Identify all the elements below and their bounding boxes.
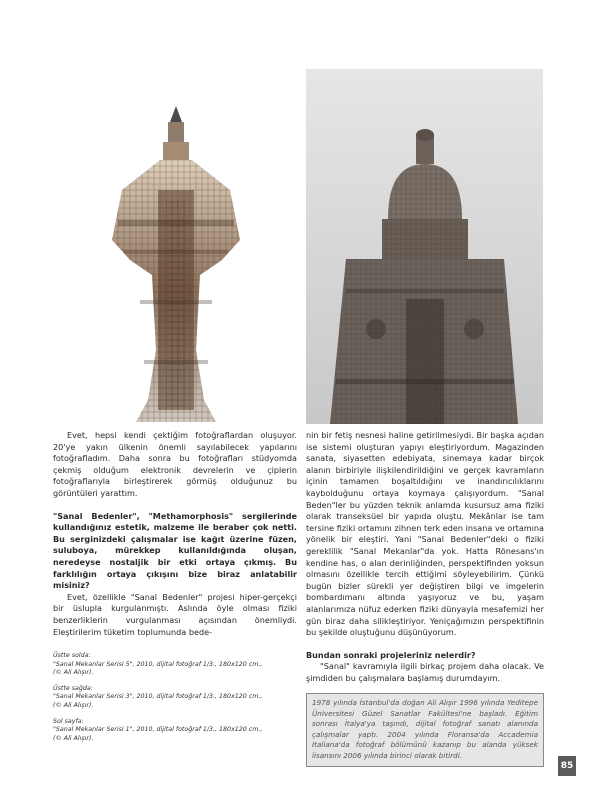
- caption-label: Üstte sağda:: [53, 684, 93, 692]
- caption-label: Üstte solda:: [53, 652, 91, 660]
- answer-paragraph-continued: nin bir fetiş nesnesi haline getirilmesiydi. Bir başka açıdan ise sistemi oluşturan yapıyı eleştiriyordum. Magazinden sanata, siyasetten edebiyata, sinemaya kadar birçok alanın birbiriyle ilişkilendirildiğini ve gerçek kavramların içinin tamamen boşaltıldığını ve inandırıcılıklarını kaybolduğunu ortaya koymaya çalışıyordum. "Sanal Beden"ler bu yüzden teknik anlamda kusursuz ama fiziki olarak transeksüel bir yapıda oluştu. Mekânlar ise tam tersine fiziki ortamını zihnen terk eden insana ve ortamına yönelik bir eleştiri. Yani "Sanal Bedenler"deki o fiziki gereklilik "Sanal Mekanlar"da yok. Hatta Rönesans'ın kendine has, o alan derinliğinden, perspektifinden yoksun olmasını özellikle tercih ettiğimi söyleyebilirim. Çünkü bugün bizler sürekli yer değiştiren bilgi ve imgelerin bombardımanı altında yaşıyoruz ve bu, yaşam alanlarımıza nüfuz ederken fiziki dünyayla mesafemizi her gün biraz daha silikleştiriyor. Yeniçağımızın perspektifinin bu şekilde oluştuğunu düşünüyorum.: [306, 430, 544, 638]
- artist-bio-box: 1978 yılında İstanbul'da doğan Ali Alışır 1996 yılında Yeditepe Üniversitesi Güzel Sanatlar Fakültesi'ne başladı. Eğitim sonrası İtalya'ya taşındı, dijital fotoğraf sanatı alanında çalışmalar yaptı. 2004 yılında Floransa'da Accademia Italiana'da fotoğraf bölümünü kazanıp bu alanda yüksek lisansını 2006 yılında birinci olarak bitirdi.: [306, 693, 544, 766]
- answer-paragraph-1: Evet, hepsi kendi çektiğim fotoğraflardan oluşuyor. 20'ye yakın ülkenin önemli sayılabilecek yapılarını fotoğrafladım. Daha sonra bu fotoğrafları stüdyomda çekmiş olduğum elektronik devrelerin ve çiplerin fotoğraflarıyla birleştirerek görmüş olduğunuz bu görüntüleri yarattım.: [53, 430, 297, 498]
- caption-credit: (© Ali Alışır).: [53, 734, 94, 742]
- caption-top-right: [53, 685, 297, 711]
- interview-question-2: Bundan sonraki projeleriniz nelerdir?: [306, 649, 476, 660]
- caption-text: "Sanal Mekanlar Serisi 5", 2010, dijital fotoğraf 1/3., 180x120 cm.,: [53, 660, 263, 668]
- captions: [53, 652, 297, 743]
- right-text-column: [306, 430, 544, 767]
- interview-question-1: "Sanal Bedenler", "Methamorphosis" sergilerinde kullandığınız estetik, malzeme ile beraber çok netti. Bu serginizdeki çalışmalar ise kağıt üzerine füzen, suluboya, mürekkep kullanıldığında oluşan, neredeyse nostaljik bir etki ortaya çıkmış. Bu farklılığın ortaya çıkışını bize biraz anlatabilir misiniz?: [53, 510, 297, 591]
- answer-paragraph-3: "Sanal" kavramıyla ilgili birkaç projem daha olacak. Ve şimdiden bu çalışmalara başlamış durumdayım.: [306, 661, 544, 683]
- caption-credit: (© Ali Alışır).: [53, 702, 94, 710]
- caption-label: Sol sayfa:: [53, 717, 84, 725]
- page-number: 85: [558, 756, 576, 776]
- caption-top-left: [53, 652, 297, 678]
- answer-paragraph-2: Evet, özellikle "Sanal Bedenler" projesi hiper-gerçekçi bir üslupla kurgulanmıştı. Aslında öyle olması fiziki benzerliklerin vurgulanması açısından önemliydi. Eleştirilerim tüketim toplumunda bede-: [53, 591, 297, 637]
- caption-text: "Sanal Mekanlar Serisi 1", 2010, dijital fotoğraf 1/3., 180x120 cm.,: [53, 726, 263, 734]
- left-text-column: [53, 430, 297, 743]
- caption-text: "Sanal Mekanlar Serisi 3", 2010, dijital fotoğraf 1/3., 180x120 cm.,: [53, 693, 263, 701]
- tower-collage-image: [100, 100, 252, 422]
- caption-credit: (© Ali Alışır).: [53, 669, 94, 677]
- caption-left-page: [53, 718, 297, 744]
- dome-collage-image: [306, 69, 543, 424]
